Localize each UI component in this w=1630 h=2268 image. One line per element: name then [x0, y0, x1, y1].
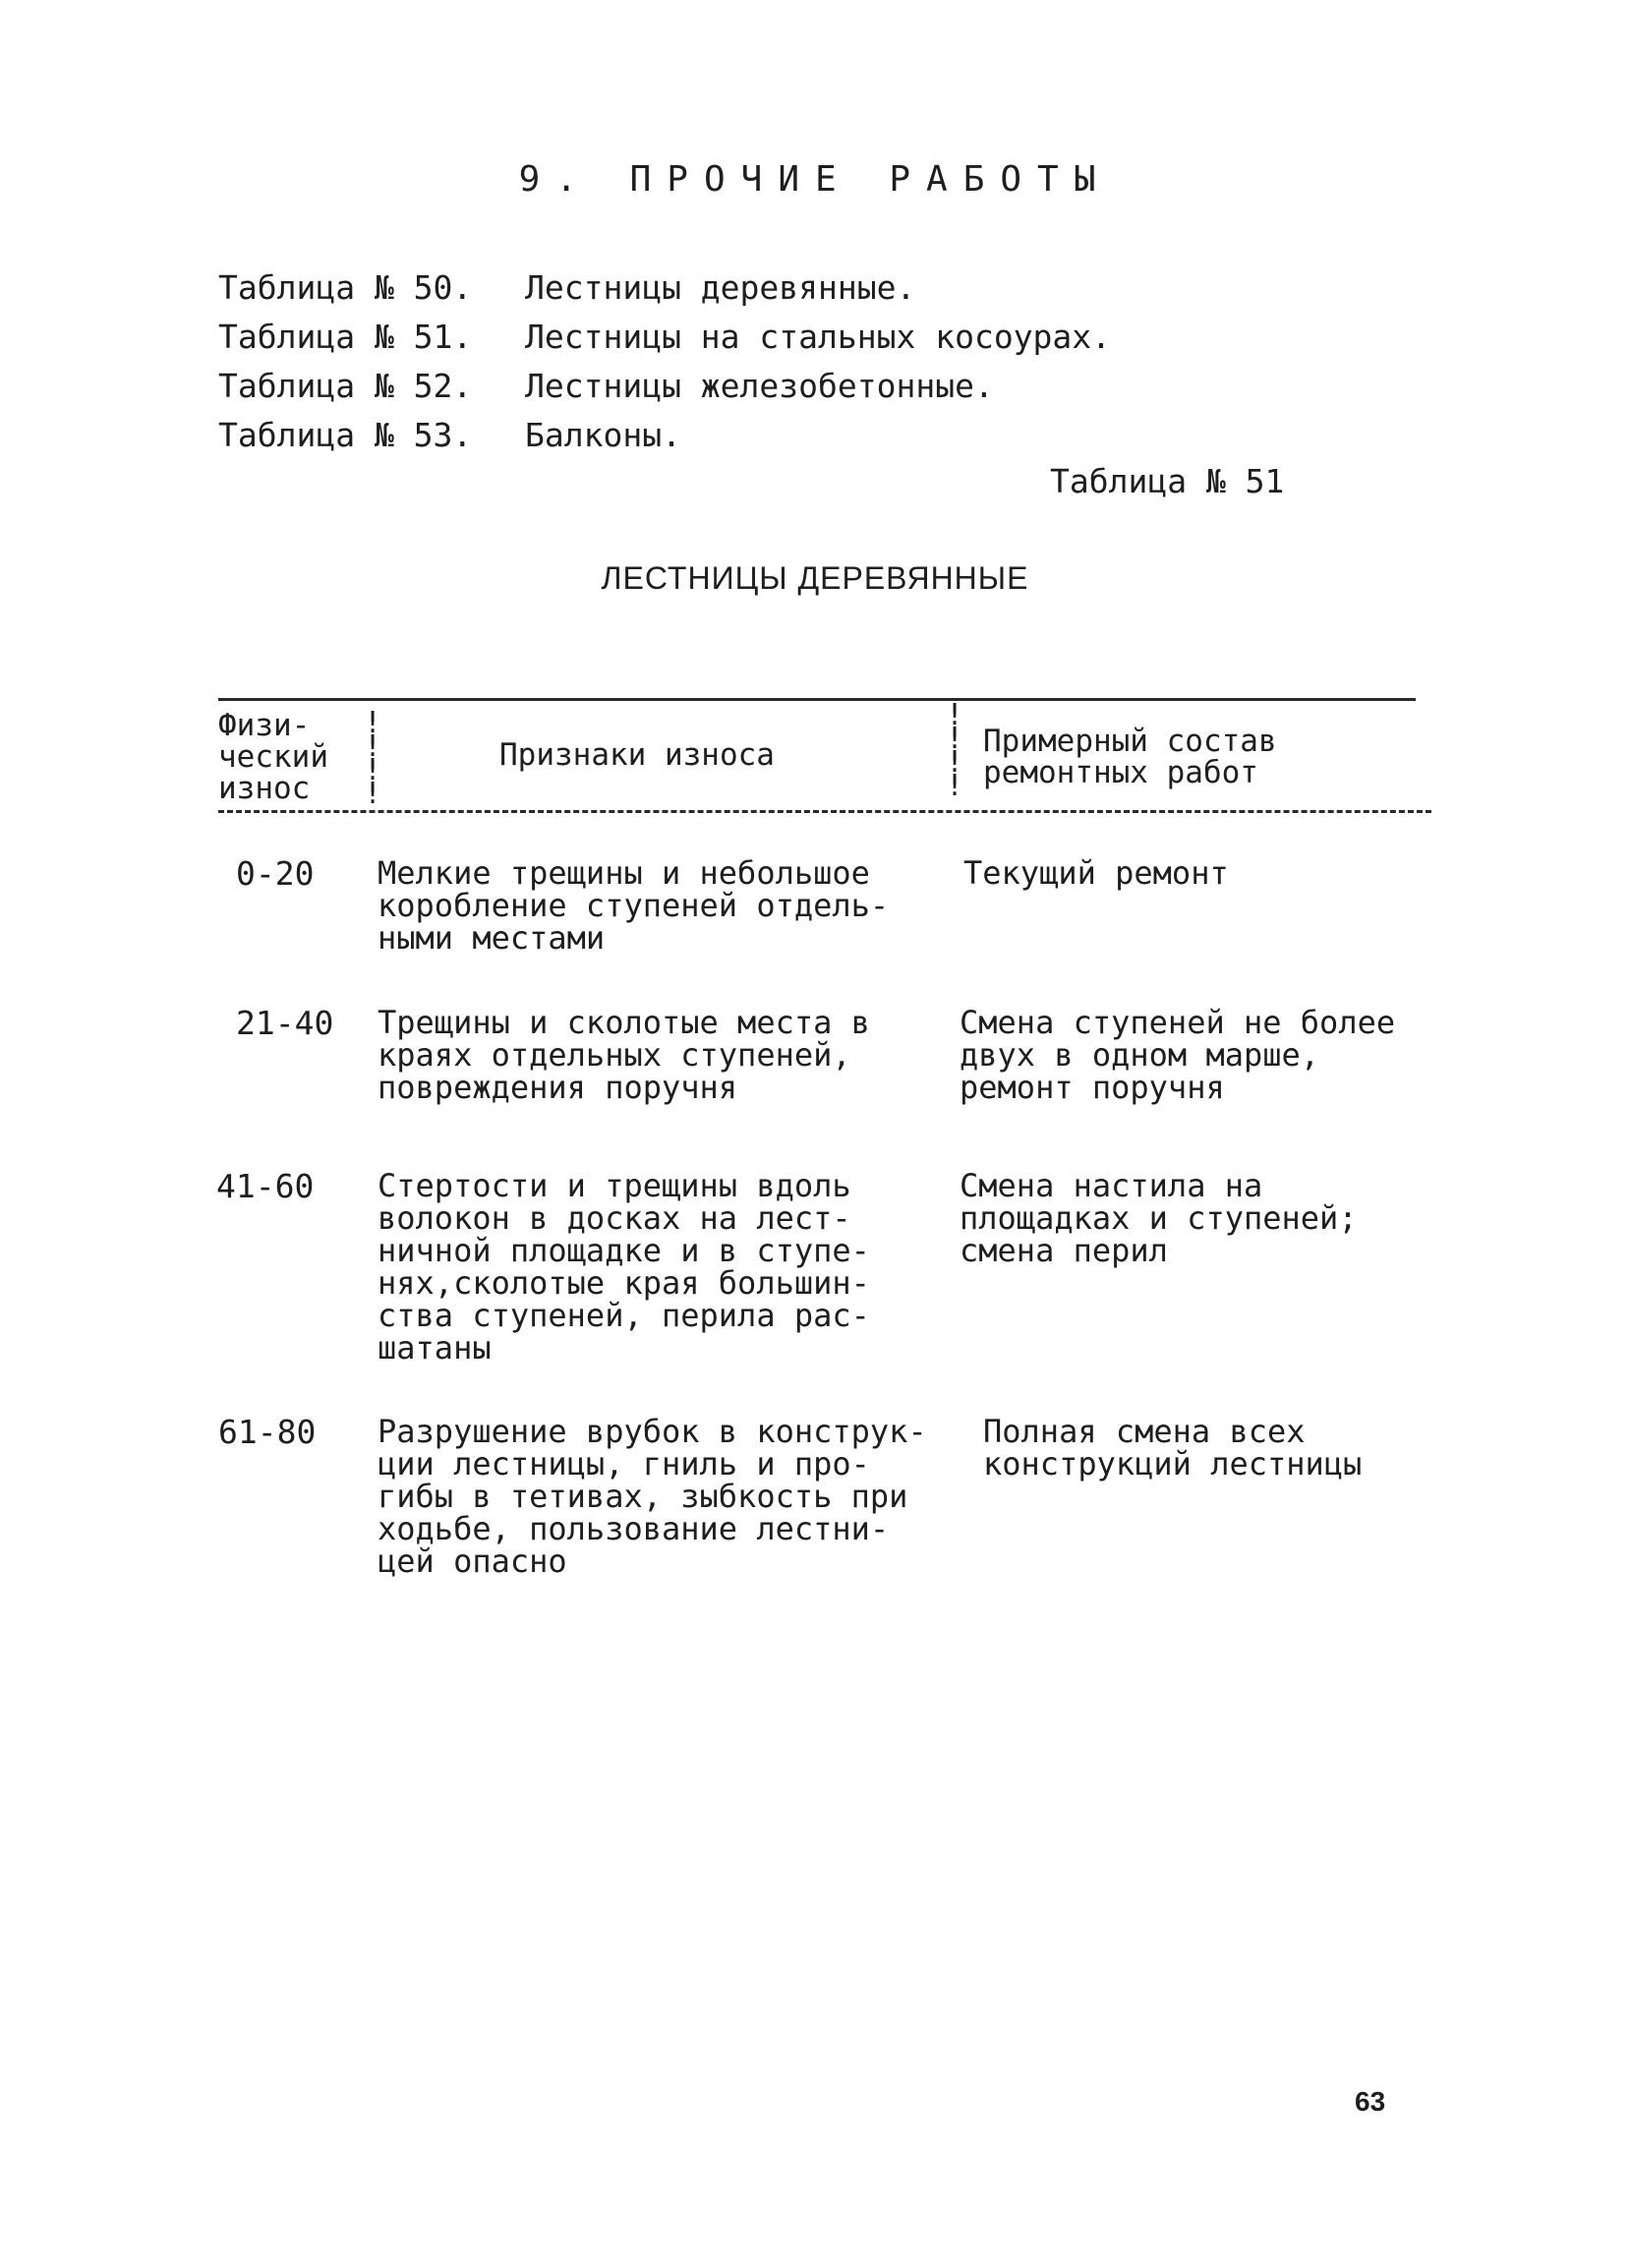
table-list-item	[218, 263, 1111, 313]
table-row	[0, 1413, 1630, 1593]
table-row	[0, 1167, 1630, 1376]
repair-works: Смена ступеней не более двух в одном марше, ремонт поручня	[960, 1004, 1396, 1106]
page-number: 63	[1355, 2086, 1386, 2117]
table-list-title: Лестницы железобетонные.	[525, 367, 994, 405]
header-wear: Физи- ческий износ	[218, 708, 328, 806]
wear-range: 0-20	[236, 854, 315, 893]
table-list-title: Лестницы деревянные.	[525, 268, 916, 307]
table-row	[0, 854, 1630, 965]
wear-range: 41-60	[216, 1167, 315, 1205]
wear-signs: Стертости и трещины вдоль волокон в досках на лест- ничной площадке и в ступе- нях,сколотые края большин- ства ступеней, перила рас- шатаны	[378, 1167, 870, 1367]
table-list-item	[218, 411, 1111, 460]
table-list-label: Таблица № 52.	[218, 367, 473, 405]
table-list-label: Таблица № 50.	[218, 268, 473, 307]
section-title: 9. ПРОЧИЕ РАБОТЫ	[518, 159, 1112, 200]
repair-works: Полная смена всех конструкций лестницы	[983, 1413, 1363, 1483]
wear-range: 21-40	[236, 1004, 334, 1042]
table-list-item	[218, 362, 1111, 411]
wear-signs: Трещины и сколотые места в краях отдельных ступеней, повреждения поручня	[378, 1004, 870, 1106]
table-title: ЛЕСТНИЦЫ ДЕРЕВЯННЫЕ	[601, 560, 1029, 596]
table-list-title: Балконы.	[525, 416, 681, 454]
wear-signs: Мелкие трещины и небольшое коробление ступеней отдель- ными местами	[378, 854, 890, 957]
table-list-label: Таблица № 51.	[218, 318, 473, 356]
table-list-item	[218, 313, 1111, 362]
table-header-rule	[218, 810, 1431, 813]
table-number: Таблица № 51	[1050, 462, 1285, 500]
repair-works: Смена настила на площадках и ступеней; смена перил	[960, 1167, 1358, 1269]
table-top-rule	[218, 698, 1416, 701]
header-signs: Признаки износа	[499, 737, 775, 773]
table-list-title: Лестницы на стальных косоурах.	[525, 318, 1112, 356]
wear-range: 61-80	[218, 1413, 317, 1451]
table-list	[218, 263, 1111, 460]
table-list-label: Таблица № 53.	[218, 416, 473, 454]
header-works: Примерный состав ремонтных работ	[983, 724, 1277, 790]
column-separator: ! ! ! !	[946, 698, 964, 803]
wear-signs: Разрушение врубок в конструк- ции лестницы, гниль и про- гибы в тетивах, зыбкость при ходьбе, пользование лестни- цей опасно	[378, 1413, 927, 1580]
column-separator: ! ! ! !	[364, 706, 382, 811]
repair-works: Текущий ремонт	[963, 854, 1229, 892]
table-row	[0, 1004, 1630, 1115]
